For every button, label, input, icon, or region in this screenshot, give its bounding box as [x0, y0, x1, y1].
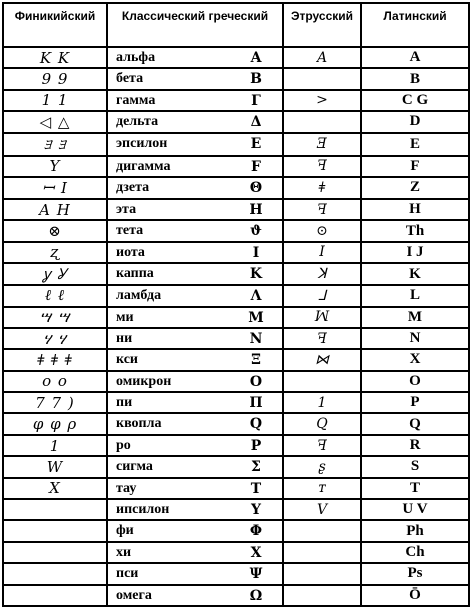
latin-cell: E	[361, 133, 469, 156]
table-row	[3, 133, 469, 156]
greek-letter: Г	[251, 92, 261, 109]
header-latin: Латинский	[361, 3, 469, 47]
etruscan-cell	[283, 542, 361, 563]
etruscan-cell	[283, 520, 361, 541]
greek-letter: K	[249, 266, 263, 283]
greek-letter-name: ро	[116, 437, 131, 453]
phoenician-cell: 9 9	[3, 68, 107, 89]
latin-cell: H	[361, 199, 469, 220]
table-row	[3, 307, 469, 328]
greek-letter: Ξ	[251, 352, 261, 369]
greek-letter-name: ни	[116, 330, 133, 346]
latin-cell: Z	[361, 177, 469, 199]
phoenician-cell	[3, 499, 107, 520]
etruscan-cell: Q	[283, 413, 361, 434]
table-row	[3, 242, 469, 263]
latin-cell: P	[361, 392, 469, 413]
phoenician-cell: o o	[3, 371, 107, 392]
greek-letter-name: кси	[116, 352, 138, 368]
phoenician-cell: 7 7 )	[3, 392, 107, 413]
phoenician-cell: ሣ ሣ	[3, 307, 107, 328]
greek-letter: F	[251, 158, 261, 175]
greek-cell	[107, 220, 283, 241]
latin-cell: I J	[361, 242, 469, 263]
greek-letter: X	[250, 544, 262, 561]
greek-letter: ϑ	[250, 223, 262, 240]
phoenician-cell: Y	[3, 156, 107, 177]
latin-cell: Ō	[361, 585, 469, 606]
table-row	[3, 392, 469, 413]
greek-cell	[107, 263, 283, 285]
table-body	[3, 47, 469, 606]
etruscan-cell: >	[283, 90, 361, 111]
greek-cell	[107, 392, 283, 413]
greek-letter: Λ	[250, 288, 262, 305]
etruscan-cell: ꟻ	[283, 435, 361, 456]
latin-cell: M	[361, 307, 469, 328]
etruscan-cell: ⋈	[283, 349, 361, 370]
greek-letter-name: бета	[116, 71, 144, 87]
greek-cell	[107, 563, 283, 584]
greek-letter: N	[249, 330, 263, 347]
greek-letter-name: альфа	[116, 50, 156, 65]
alphabet-comparison-table	[2, 2, 470, 607]
table-row	[3, 111, 469, 132]
latin-cell: Ch	[361, 542, 469, 563]
greek-letter: E	[250, 135, 262, 152]
greek-letter: T	[250, 480, 262, 497]
greek-letter-name: дзета	[116, 179, 150, 195]
greek-letter-name: ламбда	[116, 288, 162, 304]
phoenician-cell	[3, 520, 107, 541]
table-row	[3, 371, 469, 392]
greek-cell	[107, 68, 283, 89]
etruscan-cell: ꟻ	[283, 156, 361, 177]
table-row	[3, 199, 469, 220]
greek-cell	[107, 328, 283, 349]
etruscan-cell: ǂ	[283, 177, 361, 199]
etruscan-cell	[283, 585, 361, 606]
table-row	[3, 478, 469, 499]
table-row	[3, 520, 469, 541]
latin-cell: Ps	[361, 563, 469, 584]
etruscan-cell: V	[283, 499, 361, 520]
greek-cell	[107, 242, 283, 263]
etruscan-cell: Ǝ	[283, 133, 361, 156]
latin-cell: U V	[361, 499, 469, 520]
latin-cell: T	[361, 478, 469, 499]
greek-letter-name: каппа	[116, 266, 154, 282]
etruscan-cell: ʂ	[283, 456, 361, 477]
table-row	[3, 349, 469, 370]
phoenician-cell: ʐ	[3, 242, 107, 263]
table-row	[3, 413, 469, 434]
table-row	[3, 68, 469, 89]
greek-letter: Δ	[250, 114, 262, 131]
latin-cell: B	[361, 68, 469, 89]
greek-cell	[107, 111, 283, 132]
greek-cell	[107, 199, 283, 220]
etruscan-cell: 1	[283, 392, 361, 413]
greek-cell	[107, 349, 283, 370]
etruscan-cell: ꟻ	[283, 328, 361, 349]
phoenician-cell: 1	[3, 435, 107, 456]
greek-letter-name: иота	[116, 244, 145, 260]
greek-letter-name: эпсилон	[116, 135, 168, 151]
phoenician-cell: ỿ Ỿ	[3, 263, 107, 285]
greek-letter: Θ	[249, 179, 263, 196]
table-row	[3, 542, 469, 563]
etruscan-cell: ᒧ	[283, 285, 361, 306]
greek-letter-name: фи	[116, 523, 134, 539]
greek-letter: O	[249, 373, 263, 390]
header-phoenician: Финикийский	[3, 3, 107, 47]
greek-letter: B	[250, 71, 262, 88]
latin-cell: Th	[361, 220, 469, 241]
table-row	[3, 328, 469, 349]
latin-cell: K	[361, 263, 469, 285]
etruscan-cell: ⊙	[283, 220, 361, 241]
latin-cell: Q	[361, 413, 469, 434]
latin-cell: L	[361, 285, 469, 306]
phoenician-cell: 1 1	[3, 90, 107, 111]
phoenician-cell: ◁ △	[3, 111, 107, 132]
table-row	[3, 435, 469, 456]
greek-letter-name: дельта	[116, 114, 159, 130]
etruscan-cell	[283, 111, 361, 132]
phoenician-cell: A H	[3, 199, 107, 220]
phoenician-cell	[3, 542, 107, 563]
phoenician-cell: X	[3, 478, 107, 499]
greek-letter: Φ	[249, 523, 263, 540]
table-row	[3, 263, 469, 285]
phoenician-cell: ﾖ ﾖ	[3, 133, 107, 156]
table-row	[3, 285, 469, 306]
greek-letter-name: гамма	[116, 92, 156, 108]
table-row	[3, 456, 469, 477]
greek-cell	[107, 285, 283, 306]
greek-letter-name: квопла	[116, 416, 162, 432]
etruscan-cell	[283, 563, 361, 584]
greek-cell	[107, 478, 283, 499]
etruscan-cell: ꓘ	[283, 263, 361, 285]
greek-letter: Ψ	[249, 566, 263, 583]
greek-letter-name: эта	[116, 201, 137, 217]
greek-cell	[107, 542, 283, 563]
latin-cell: S	[361, 456, 469, 477]
phoenician-cell: ꟷ I	[3, 177, 107, 199]
greek-cell	[107, 90, 283, 111]
etruscan-cell: A	[283, 47, 361, 68]
table-row	[3, 90, 469, 111]
phoenician-cell: ǂ ǂ ǂ	[3, 349, 107, 370]
etruscan-cell: ꟻ	[283, 199, 361, 220]
latin-cell: F	[361, 156, 469, 177]
table-row	[3, 585, 469, 606]
greek-letter: H	[249, 201, 263, 218]
latin-cell: R	[361, 435, 469, 456]
latin-cell: A	[361, 47, 469, 68]
etruscan-cell	[283, 68, 361, 89]
greek-cell	[107, 435, 283, 456]
phoenician-cell	[3, 563, 107, 584]
greek-letter-name: омикрон	[116, 373, 172, 389]
greek-letter-name: ипсилон	[116, 502, 170, 518]
alphabet-table-page	[2, 2, 470, 604]
header-row	[3, 3, 469, 47]
greek-letter: Y	[251, 502, 261, 519]
table-row	[3, 177, 469, 199]
greek-letter-name: тау	[116, 480, 137, 496]
greek-letter: Q	[249, 416, 263, 433]
phoenician-cell	[3, 585, 107, 606]
greek-cell	[107, 585, 283, 606]
etruscan-cell	[283, 371, 361, 392]
greek-letter-name: сигма	[116, 459, 153, 475]
greek-cell	[107, 133, 283, 156]
latin-cell: X	[361, 349, 469, 370]
greek-letter: Ω	[249, 587, 263, 604]
greek-cell	[107, 47, 283, 68]
greek-letter-name: дигамма	[116, 158, 171, 174]
latin-cell: Ph	[361, 520, 469, 541]
phoenician-cell: φ φ ρ	[3, 413, 107, 434]
greek-letter: A	[250, 50, 262, 66]
table-row	[3, 156, 469, 177]
phoenician-cell: K K	[3, 47, 107, 68]
greek-cell	[107, 456, 283, 477]
greek-letter: Σ	[251, 459, 261, 476]
latin-cell: C G	[361, 90, 469, 111]
phoenician-cell: W	[3, 456, 107, 477]
greek-cell	[107, 520, 283, 541]
header-etruscan: Этрусский	[283, 3, 361, 47]
greek-letter: P	[250, 437, 262, 454]
greek-letter: Π	[249, 395, 263, 412]
etruscan-cell: ꟽ	[283, 307, 361, 328]
etruscan-cell: ᴛ	[283, 478, 361, 499]
greek-letter-name: пи	[116, 395, 133, 411]
greek-cell	[107, 499, 283, 520]
table-row	[3, 499, 469, 520]
phoenician-cell: ⊗	[3, 220, 107, 241]
greek-letter: M	[248, 309, 264, 326]
table-row	[3, 220, 469, 241]
etruscan-cell: I	[283, 242, 361, 263]
table-row	[3, 47, 469, 68]
greek-cell	[107, 413, 283, 434]
latin-cell: O	[361, 371, 469, 392]
latin-cell: D	[361, 111, 469, 132]
header-greek: Классический греческий	[107, 3, 283, 47]
greek-cell	[107, 307, 283, 328]
greek-letter-name: хи	[116, 544, 132, 560]
table-row	[3, 563, 469, 584]
greek-letter-name: ми	[116, 309, 134, 325]
latin-cell: N	[361, 328, 469, 349]
phoenician-cell: ℓ ℓ	[3, 285, 107, 306]
greek-letter-name: омега	[116, 587, 152, 603]
greek-letter-name: пси	[116, 566, 139, 582]
greek-cell	[107, 156, 283, 177]
greek-cell	[107, 371, 283, 392]
greek-letter: I	[252, 244, 260, 261]
phoenician-cell: ሃ ሃ	[3, 328, 107, 349]
greek-letter-name: тета	[116, 223, 144, 239]
greek-cell	[107, 177, 283, 199]
